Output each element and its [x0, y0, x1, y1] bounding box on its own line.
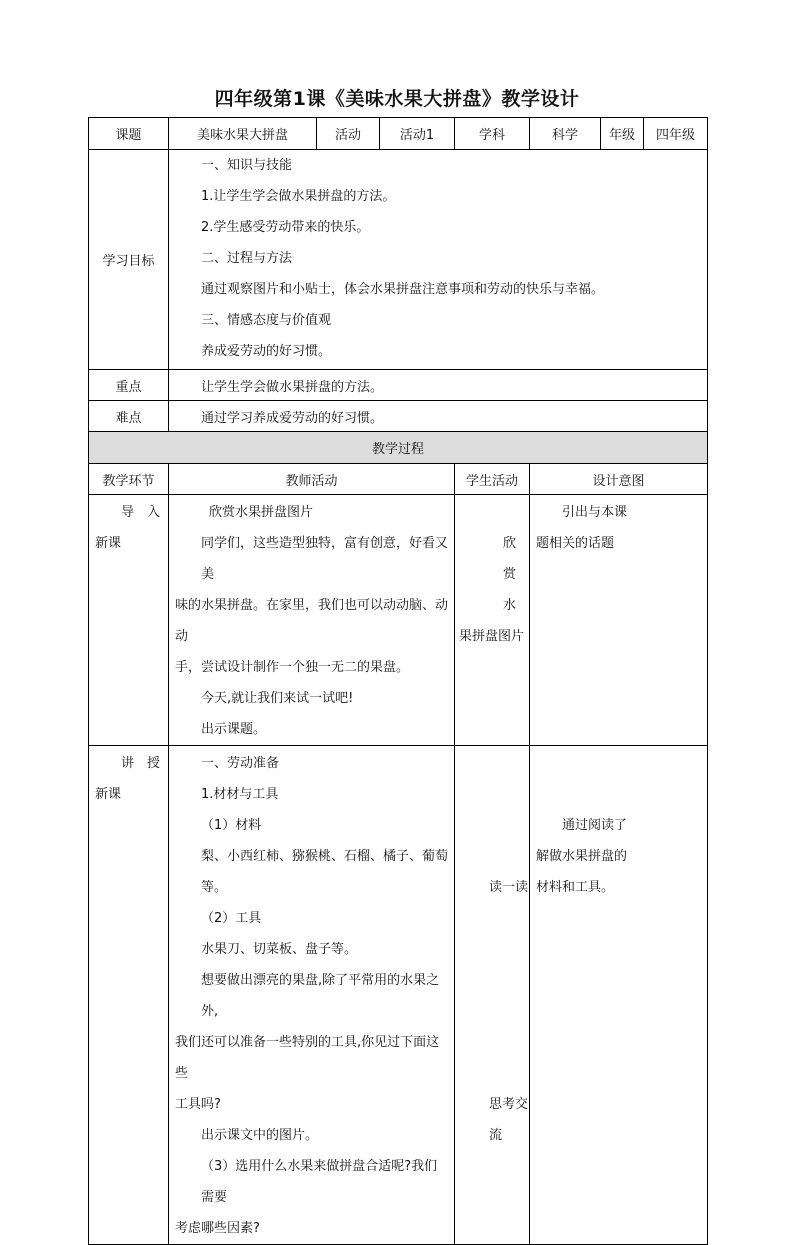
teacher-line: 想要做出漂亮的果盘,除了平常用的水果之外, [201, 973, 440, 1019]
objective-line: 1.让学生学会做水果拼盘的方法。 [201, 189, 396, 204]
intent-cell [530, 746, 708, 1245]
column-student: 学生活动 [455, 464, 530, 495]
key-point-value: 让学生学会做水果拼盘的方法。 [169, 370, 708, 401]
intent-cell [530, 495, 708, 746]
objectives-label: 学习目标 [89, 150, 169, 370]
teacher-line: 今天,就让我们来试一试吧! [201, 691, 354, 706]
difficulty-value: 通过学习养成爱劳动的好习惯。 [169, 401, 708, 432]
objective-line: 通过观察图片和小贴士，体会水果拼盘注意事项和劳动的快乐与幸福。 [201, 282, 605, 297]
objective-line: 二、过程与方法 [201, 251, 293, 266]
stage-cell [89, 495, 169, 746]
intent-line: 题相关的话题 [536, 536, 615, 551]
teacher-line: 水果刀、切菜板、盘子等。 [201, 942, 358, 957]
page-title: 四年级第1课《美味水果大拼盘》教学设计 [214, 88, 580, 110]
stage-cell [89, 746, 169, 1245]
topic-label: 课题 [89, 118, 169, 150]
student-line: 思考交流 [489, 1097, 529, 1143]
student-line: 果拼盘图片 [459, 629, 525, 644]
student-line: 欣赏水 [503, 536, 517, 613]
teacher-line: 手，尝试设计制作一个独一无二的果盘。 [175, 660, 410, 675]
teacher-line: 工具吗? [175, 1097, 221, 1112]
key-point-label: 重点 [89, 370, 169, 401]
teacher-line: （1）材料 [201, 818, 262, 833]
column-intent: 设计意图 [530, 464, 708, 495]
stage-row-intro [89, 495, 708, 746]
objective-line: 2.学生感受劳动带来的快乐。 [201, 220, 370, 235]
process-header: 教学过程 [89, 432, 708, 464]
subject-label: 学科 [455, 118, 530, 150]
stage-row-teaching [89, 746, 708, 1245]
teacher-line: 欣赏水果拼盘图片 [209, 505, 314, 520]
objective-line: 三、情感态度与价值观 [201, 313, 332, 328]
difficulty-row [89, 401, 708, 432]
process-columns-row [89, 464, 708, 495]
lesson-plan-table [88, 117, 708, 1245]
teacher-line: 一、劳动准备 [201, 756, 280, 771]
objective-line: 养成爱劳动的好习惯。 [201, 344, 332, 359]
intent-line: 引出与本课 [562, 505, 628, 520]
activity-value: 活动1 [380, 118, 455, 150]
stage-line: 讲 授 [120, 756, 160, 771]
teacher-cell [169, 495, 455, 746]
student-cell [455, 746, 530, 1245]
process-header-row [89, 432, 708, 464]
grade-value: 四年级 [644, 118, 708, 150]
teacher-line: 1.材材与工具 [201, 787, 279, 802]
difficulty-label: 难点 [89, 401, 169, 432]
teacher-line: 出示课题。 [201, 722, 267, 737]
header-row [89, 118, 708, 150]
student-cell [455, 495, 530, 746]
objectives-content [169, 150, 708, 370]
grade-label: 年级 [601, 118, 644, 150]
stage-line: 新课 [95, 536, 122, 551]
teacher-line: 出示课文中的图片。 [201, 1128, 319, 1143]
objective-line: 一、知识与技能 [201, 158, 293, 173]
stage-line: 导 入 [120, 505, 160, 520]
teacher-line: （3）选用什么水果来做拼盘合适呢?我们需要 [201, 1159, 438, 1205]
objectives-row [89, 150, 708, 370]
teacher-cell [169, 746, 455, 1245]
topic-value: 美味水果大拼盘 [169, 118, 317, 150]
intent-line: 通过阅读了 [562, 818, 628, 833]
teacher-line: 味的水果拼盘。在家里，我们也可以动动脑、动动 [175, 598, 449, 644]
column-teacher: 教师活动 [169, 464, 455, 495]
key-point-row [89, 370, 708, 401]
teacher-line: 考虑哪些因素? [175, 1221, 260, 1236]
teacher-line: 梨、小西红柿、猕猴桃、石榴、橘子、葡萄等。 [201, 849, 449, 895]
teacher-line: 我们还可以准备一些特别的工具,你见过下面这些 [175, 1035, 440, 1081]
stage-line: 新课 [95, 787, 122, 802]
student-line [459, 497, 525, 528]
intent-line: 解做水果拼盘的 [536, 849, 628, 864]
teacher-line: （2）工具 [201, 911, 262, 926]
column-stage: 教学环节 [89, 464, 169, 495]
student-line: 读一读 [489, 880, 529, 895]
activity-label: 活动 [317, 118, 380, 150]
teacher-line: 同学们，这些造型独特，富有创意，好看又美 [201, 536, 449, 582]
subject-value: 科学 [530, 118, 601, 150]
intent-line: 材料和工具。 [536, 880, 615, 895]
